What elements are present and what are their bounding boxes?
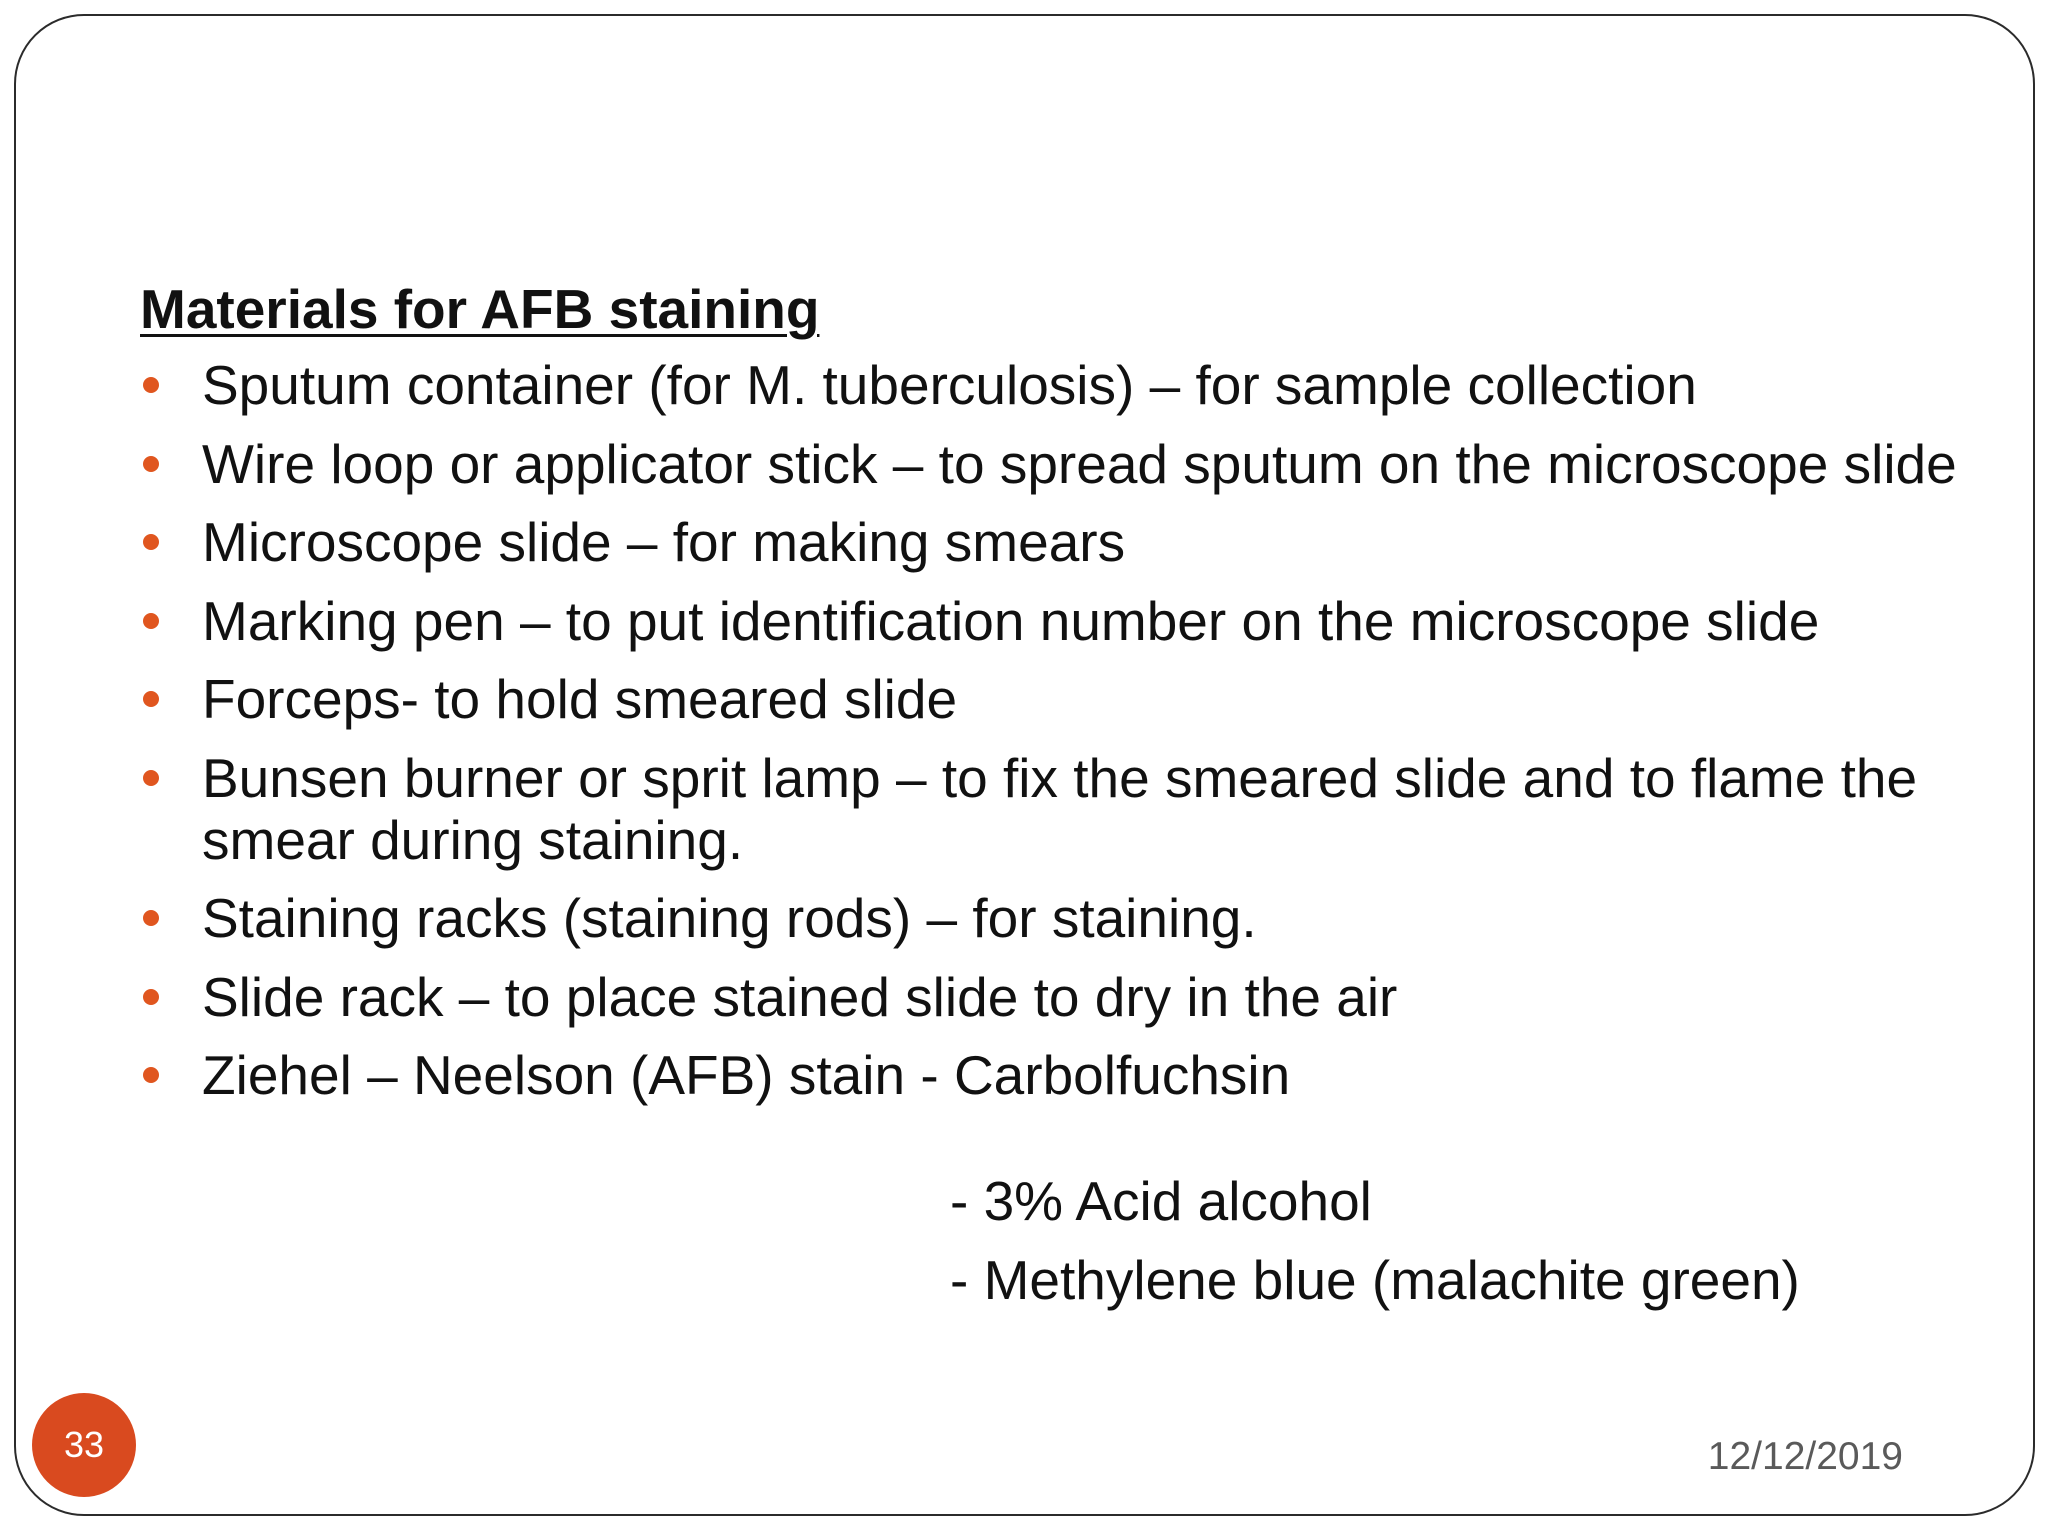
bullet-dot-icon [143,1067,159,1083]
stain-component-acid-alcohol: - 3% Acid alcohol [950,1170,1372,1232]
list-item-text: Staining racks (staining rods) – for staining. [202,887,1257,949]
bullet-dot-icon [143,691,159,707]
list-item [140,668,1960,730]
bullet-dot-icon [143,770,159,786]
bullet-dot-icon [143,910,159,926]
stain-component-methylene-blue: - Methylene blue (malachite green) [950,1249,1800,1311]
list-item [140,433,1960,495]
list-item-text: Forceps- to hold smeared slide [202,668,958,730]
list-item-text: Slide rack – to place stained slide to dry in the air [202,965,1398,1028]
list-item [140,887,1960,949]
slide-heading: Materials for AFB staining [140,278,820,340]
page-number-badge: 33 [32,1393,136,1497]
bullet-dot-icon [143,613,159,629]
slide-frame [14,14,2035,1516]
list-item [140,354,1960,416]
list-item [140,590,1960,652]
list-item-text: Sputum container (for M. tuberculosis) – for sample collection [202,354,1697,416]
list-item-text: Bunsen burner or sprit lamp – to fix the smeared slide and to flame the smear during staining. [202,746,1918,871]
slide-date: 12/12/2019 [1707,1435,1903,1478]
list-item-text: Microscope slide – for making smears [202,511,1126,573]
list-item-text: Marking pen – to put identification number on the microscope slide [202,589,1820,652]
materials-list [140,354,1960,1123]
list-item-text: Ziehel – Neelson (AFB) stain - Carbolfuchsin [202,1044,1291,1106]
bullet-dot-icon [143,456,159,472]
list-item [140,511,1960,573]
list-item-text: Wire loop or applicator stick – to spread sputum on the microscope slide [202,432,1957,495]
list-item [140,747,1960,871]
list-item [140,1044,1960,1106]
list-item [140,966,1960,1028]
bullet-dot-icon [143,377,159,393]
bullet-dot-icon [143,989,159,1005]
bullet-dot-icon [143,534,159,550]
